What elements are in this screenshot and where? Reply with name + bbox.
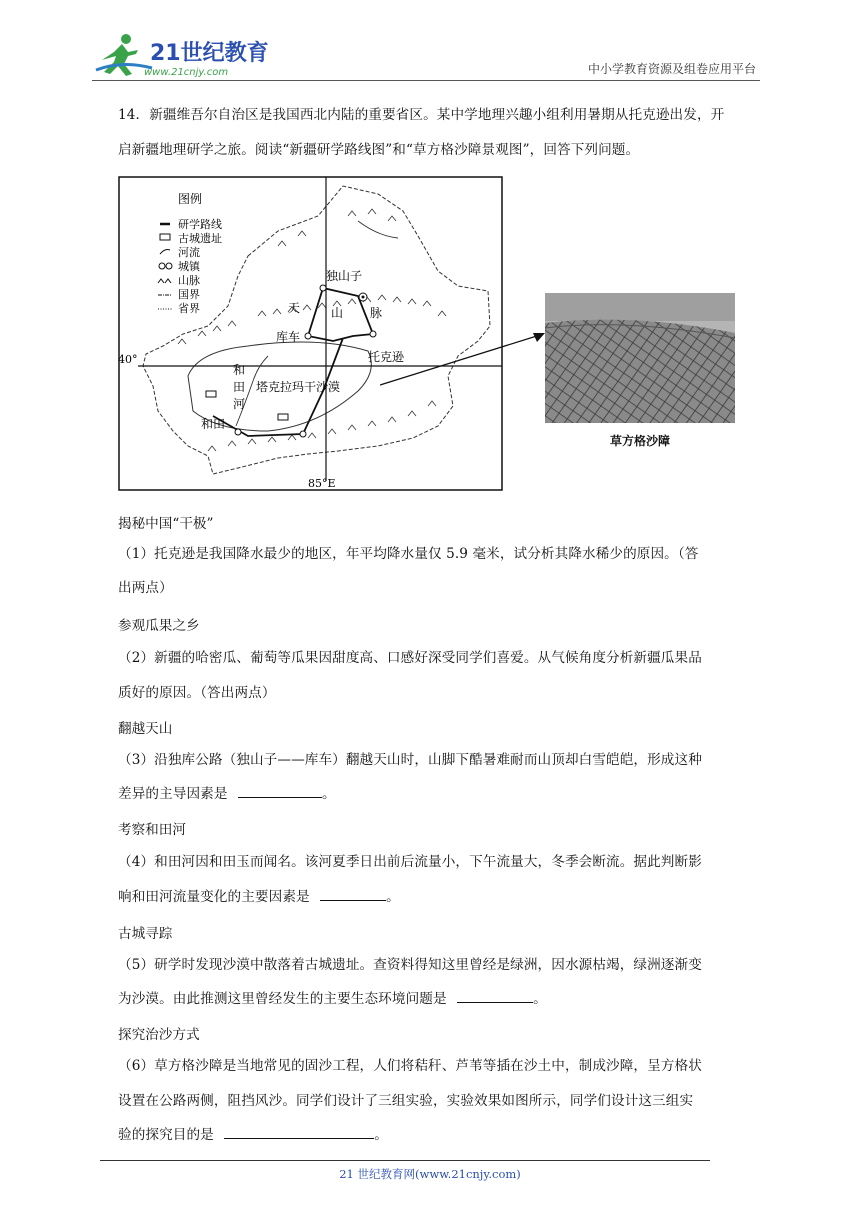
- legend-label-province-border: 省界: [178, 302, 200, 315]
- section-title-2: 参观瓜果之乡: [118, 618, 200, 634]
- legend-label-route: 研学路线: [178, 218, 222, 231]
- callout-arrow: [380, 290, 550, 400]
- section-title-4: 考察和田河: [118, 822, 186, 838]
- straw-checkerboard-photo: [545, 293, 735, 423]
- legend-label-ancient-city: 古城遗址: [178, 232, 222, 245]
- q5-line-1: （5）研学时发现沙漠中散落着古城遗址。查资料得知这里曾经是绿洲，因水源枯竭，绿洲逐渐变: [118, 957, 702, 973]
- q1-line-2: 出两点）: [118, 580, 173, 596]
- q3-answer-blank[interactable]: [238, 785, 322, 798]
- legend-label-mountain: 山脉: [178, 274, 200, 287]
- town-icon: [300, 431, 306, 437]
- legend-title: 图例: [178, 192, 203, 206]
- town-icon: [235, 429, 241, 435]
- label-kuche: 库车: [276, 330, 301, 344]
- q2-line-1: （2）新疆的哈密瓜、葡萄等瓜果因甜度高、口感好深受同学们喜爱。从气候角度分析新疆瓜果品: [118, 650, 702, 666]
- q5-line-2-text: 为沙漠。由此推测这里曾经发生的主要生态环境问题是: [118, 991, 447, 1007]
- label-desert: 塔克拉玛干沙漠: [256, 380, 341, 394]
- q6-line-1: （6）草方格沙障是当地常见的固沙工程，人们将秸秆、芦苇等插在沙土中，制成沙障，呈方格状: [118, 1058, 702, 1074]
- q6-period: 。: [374, 1127, 388, 1143]
- label-tuokexun: 托克逊: [368, 350, 405, 364]
- q6-answer-blank[interactable]: [224, 1126, 374, 1139]
- section-title-6: 探究治沙方式: [118, 1027, 200, 1043]
- q5-period: 。: [533, 991, 547, 1007]
- label-dushanzi: 独山子: [326, 269, 363, 283]
- section-title-5: 古城寻踪: [118, 926, 173, 942]
- q4-line-2: [118, 888, 400, 906]
- label-hetian: 和田: [201, 417, 226, 431]
- q6-line-2: 设置在公路两侧，阻挡风沙。同学们设计了三组实验，实验效果如图所示，同学们设计这三组实: [118, 1093, 694, 1109]
- q3-line-2-text: 差异的主导因素是: [118, 786, 228, 802]
- site-logo: [92, 30, 272, 82]
- header-divider: [92, 80, 760, 81]
- section-title-3: 翻越天山: [118, 721, 173, 737]
- label-he: 和: [233, 363, 246, 377]
- q2-line-2: 质好的原因。（答出两点）: [118, 685, 276, 701]
- logo-text: 21世纪教育: [150, 41, 269, 66]
- label-tian: 天: [288, 301, 301, 315]
- town-icon: [370, 331, 376, 337]
- logo-url: www.21cnjy.com: [144, 67, 229, 78]
- photo-caption: 草方格沙障: [609, 434, 670, 448]
- q1-line-1: （1）托克逊是我国降水最少的地区，年平均降水量仅 5.9 毫米，试分析其降水稀少的原因。（答: [118, 546, 699, 562]
- label-lon-85e: 85°E: [308, 477, 336, 490]
- question-intro-line-1: 14．新疆维吾尔自治区是我国西北内陆的重要省区。某中学地理兴趣小组利用暑期从托克逊出发，开: [118, 107, 725, 123]
- label-he2: 河: [233, 397, 246, 411]
- q6-line-3-text: 验的探究目的是: [118, 1127, 214, 1143]
- q3-line-1: （3）沿独库公路（独山子——库车）翻越天山时，山脚下酷暑难耐而山顶却白雪皑皑，形成这种: [118, 752, 702, 768]
- label-tian2: 田: [233, 380, 246, 394]
- footer-divider: [100, 1160, 710, 1161]
- header-platform-name: 中小学教育资源及组卷应用平台: [587, 62, 756, 76]
- q5-line-2: [118, 990, 547, 1008]
- q4-line-2-text: 响和田河流量变化的主要因素是: [118, 889, 310, 905]
- q3-line-2: [118, 785, 336, 803]
- legend-label-river: 河流: [178, 246, 200, 259]
- question-intro-line-2: 启新疆地理研学之旅。阅读“新疆研学路线图”和“草方格沙障景观图”，回答下列问题。: [118, 142, 640, 158]
- q4-line-1: （4）和田河因和田玉而闻名。该河夏季日出前后流量小，下午流量大，冬季会断流。据此判断影: [118, 854, 702, 870]
- town-icon: [320, 285, 326, 291]
- section-title-1: 揭秘中国“干极”: [118, 516, 214, 532]
- q3-period: 。: [321, 786, 336, 802]
- legend-label-town: 城镇: [178, 260, 200, 273]
- q4-period: 。: [386, 889, 400, 905]
- q4-answer-blank[interactable]: [320, 888, 386, 901]
- label-mai: 脉: [370, 306, 383, 320]
- label-lat-40: 40°: [118, 353, 138, 366]
- q5-answer-blank[interactable]: [457, 990, 533, 1003]
- footer-text: 21 世纪教育网(www.21cnjy.com): [339, 1167, 521, 1181]
- town-icon: [305, 333, 311, 339]
- label-shan: 山: [331, 306, 344, 320]
- q6-line-3: [118, 1126, 388, 1144]
- legend-label-national-border: 国界: [178, 288, 200, 301]
